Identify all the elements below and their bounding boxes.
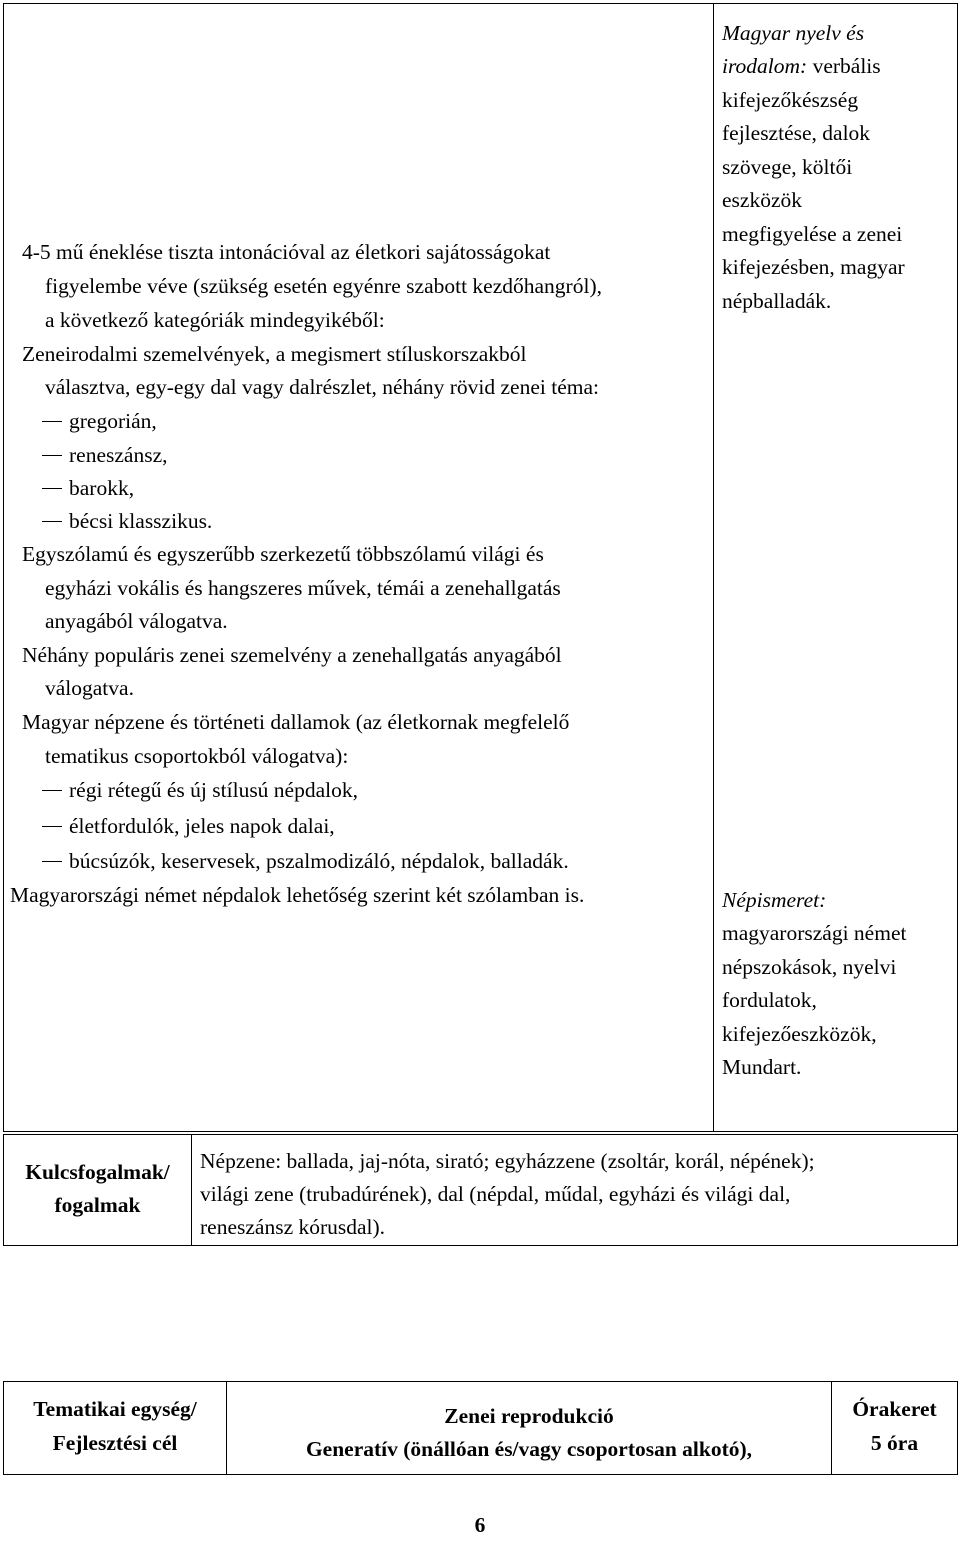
connection-line: eszközök bbox=[722, 188, 802, 212]
list-item: régi rétegű és új stílusú népdalok, bbox=[42, 774, 358, 808]
content-line: választva, egy-egy dal vagy dalrészlet, néhány rövid zenei téma: bbox=[45, 375, 599, 399]
connection-line: Mundart. bbox=[722, 1055, 802, 1079]
dash-bullet-icon bbox=[42, 521, 62, 522]
connection-line: kifejezésben, magyar bbox=[722, 255, 905, 279]
dash-bullet-icon bbox=[42, 861, 62, 862]
connection-line: fejlesztése, dalok bbox=[722, 121, 871, 145]
key-concepts-line: Népzene: ballada, jaj-nóta, sirató; egyházzene (zsoltár, korál, népének); bbox=[200, 1149, 815, 1173]
subject-label: Magyar nyelv és bbox=[722, 21, 865, 45]
key-table-top-border bbox=[3, 1134, 958, 1135]
page-number: 6 bbox=[474, 1513, 486, 1537]
connection-line: kifejezőeszközök, bbox=[722, 1022, 877, 1046]
content-line: Zeneirodalmi szemelvények, a megismert stíluskorszakból bbox=[22, 342, 527, 366]
table-left-border bbox=[3, 3, 4, 1132]
connection-line: népszokások, nyelvi bbox=[722, 955, 897, 979]
key-table-divider bbox=[191, 1134, 192, 1246]
key-label-line: Kulcsfogalmak/ bbox=[25, 1160, 170, 1184]
subject-label: Népismeret: bbox=[722, 888, 827, 912]
content-line: anyagából válogatva. bbox=[45, 609, 228, 633]
key-label-line: fogalmak bbox=[54, 1193, 141, 1217]
content-line: tematikus csoportokból válogatva): bbox=[45, 744, 349, 768]
content-line: Magyarországi német népdalok lehetőség szerint két szólamban is. bbox=[10, 883, 585, 907]
dash-bullet-icon bbox=[42, 790, 62, 791]
hours-value: 5 óra bbox=[870, 1431, 919, 1455]
connection-line: népballadák. bbox=[722, 289, 832, 313]
table-top-border bbox=[3, 3, 958, 4]
unit-label-line: Tematikai egység/ bbox=[33, 1397, 197, 1421]
content-line: egyházi vokális és hangszeres művek, témái a zenehallgatás bbox=[45, 576, 561, 600]
unit-label-line: Fejlesztési cél bbox=[52, 1431, 178, 1455]
list-item: reneszánsz, bbox=[42, 439, 167, 473]
connection-line: szövege, költői bbox=[722, 155, 853, 179]
key-table-right-border bbox=[957, 1134, 958, 1246]
unit-table-top-border bbox=[3, 1381, 958, 1382]
table-column-divider bbox=[713, 3, 714, 1132]
connection-line: kifejezőkészség bbox=[722, 88, 859, 112]
unit-table-right-border bbox=[957, 1381, 958, 1475]
unit-table-bottom-border bbox=[3, 1474, 958, 1475]
content-line: válogatva. bbox=[45, 676, 134, 700]
unit-title: Zenei reprodukció bbox=[444, 1404, 614, 1428]
list-item: búcsúzók, keservesek, pszalmodizáló, népdalok, balladák. bbox=[42, 845, 569, 879]
content-line: Néhány populáris zenei szemelvény a zenehallgatás anyagából bbox=[22, 643, 562, 667]
content-line: Egyszólamú és egyszerűbb szerkezetű többszólamú világi és bbox=[22, 542, 544, 566]
key-concepts-line: reneszánsz kórusdal). bbox=[200, 1215, 386, 1239]
content-line: Magyar népzene és történeti dallamok (az életkornak megfelelő bbox=[22, 710, 570, 734]
list-item: bécsi klasszikus. bbox=[42, 505, 212, 539]
table-row-divider bbox=[3, 1131, 958, 1132]
list-item: életfordulók, jeles napok dalai, bbox=[42, 810, 335, 844]
connection-line: megfigyelése a zenei bbox=[722, 222, 903, 246]
connection-line: fordulatok, bbox=[722, 988, 817, 1012]
hours-label: Órakeret bbox=[852, 1397, 937, 1421]
table-right-border bbox=[957, 3, 958, 1132]
unit-subtitle: Generatív (önállóan és/vagy csoportosan alkotó), bbox=[305, 1437, 753, 1461]
dash-bullet-icon bbox=[42, 826, 62, 827]
key-table-bottom-border bbox=[3, 1245, 958, 1246]
content-line: 4-5 mű éneklése tiszta intonációval az életkori sajátosságokat bbox=[22, 240, 551, 264]
dash-bullet-icon bbox=[42, 421, 62, 422]
dash-bullet-icon bbox=[42, 488, 62, 489]
list-item: gregorián, bbox=[42, 405, 157, 439]
content-line: figyelembe véve (szükség esetén egyénre szabott kezdőhangról), bbox=[45, 274, 602, 298]
key-concepts-line: világi zene (trubadúrének), dal (népdal, műdal, egyházi és világi dal, bbox=[200, 1182, 791, 1206]
content-line: a következő kategóriák mindegyikéből: bbox=[45, 308, 385, 332]
dash-bullet-icon bbox=[42, 455, 62, 456]
list-item: barokk, bbox=[42, 472, 134, 506]
connection-line: irodalom: verbális bbox=[722, 54, 881, 78]
connection-line: magyarországi német bbox=[722, 921, 907, 945]
